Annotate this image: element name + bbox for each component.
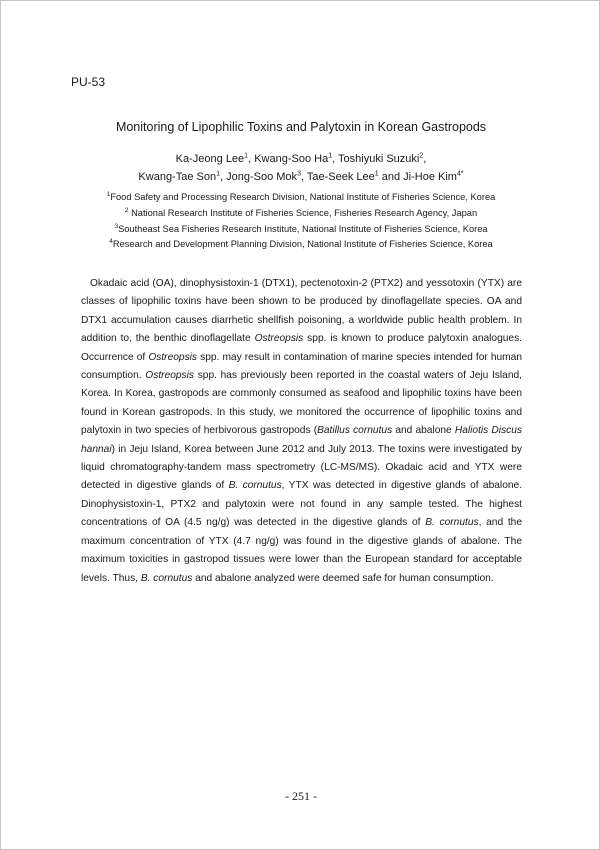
author-name: Toshiyuki Suzuki — [338, 153, 420, 165]
author-separator: , — [332, 153, 339, 165]
abstract-text: spp. is known to produce palytoxin analogues. Occurrence of — [81, 333, 523, 363]
author-affiliation-mark: 1 — [328, 152, 333, 160]
author-name: Tae-Seek Lee — [306, 170, 375, 183]
abstract-text: and abalone — [392, 425, 455, 437]
abstract-text: Okadaic acid (OA), dinophysistoxin-1 (DTX1), pectenotoxin-2 (PTX2) and yessotoxin (YTX) are classes of lipophilic toxins have been shown to be produced by dinoflagellate species. OA and DTX1 accumulation causes diarrhetic shellfish poisoning, a worldwide public health problem. In addition to, the benthic dinoflagellate — [81, 278, 522, 345]
species-name: Haliotis Discus hannai — [81, 425, 522, 455]
author-affiliation-mark: 3 — [297, 169, 301, 177]
abstract-text: ) in Jeju Island, Korea between June 2012 and July 2013. The toxins were investigated by liquid chromatography-tandem mass spectrometry (LC-MS/MS). Okadaic acid and YTX were detected in digestive glands of — [81, 443, 522, 492]
affiliation-text: Food Safety and Processing Research Division, National Institute of Fisheries Science, Korea — [110, 192, 496, 202]
author-separator: , — [248, 153, 255, 165]
author-affiliation-mark: 1 — [374, 169, 379, 177]
affiliation-item — [1, 206, 600, 222]
paper-title: Monitoring of Lipophilic Toxins and Palytoxin in Korean Gastropods — [115, 120, 487, 134]
affiliation-text: National Research Institute of Fisheries Science, Fisheries Research Agency, Japan — [128, 207, 478, 218]
author-separator: , — [220, 170, 227, 183]
author-separator: , — [423, 153, 427, 165]
author-affiliation-mark: 1 — [216, 169, 220, 177]
abstract-body — [81, 275, 522, 588]
author-name: Jong-Soo Mok — [226, 170, 298, 183]
species-name: B. cornutus — [140, 572, 193, 584]
abstract-text: , YTX was detected in digestive glands of abalone. Dinophysistoxin-1, PTX2 and palytoxin were not found in any sample tested. The highest concentrations of OA (4.5 ng/g) was detected in the digestive glands of — [81, 480, 523, 529]
abstract-text: and abalone analyzed were deemed safe for human consumption. — [192, 572, 494, 584]
affiliation-mark: 3 — [114, 222, 119, 230]
abstract-text: , and the maximum concentration of YTX (4.7 ng/g) was found in the digestive glands of abalone. The maximum toxicities in gastropod tissues were lower than the European standard for acceptable levels. Thus, — [81, 517, 522, 584]
affiliation-mark: 2 — [124, 206, 129, 214]
abstract-text: spp. may result in contamination of marine species intended for human consumption. — [81, 351, 523, 382]
author-name: Ji-Hoe Kim — [403, 170, 457, 183]
author-line-1 — [1, 151, 600, 169]
affiliation-text: Research and Development Planning Division, National Institute of Fisheries Science, Korea — [112, 239, 493, 250]
affiliation-item — [1, 237, 600, 253]
species-name: B. cornutus — [425, 517, 479, 529]
author-list — [1, 151, 600, 186]
affiliation-mark: 1 — [106, 190, 111, 198]
affiliation-list — [1, 190, 600, 253]
species-name: Ostreopsis — [145, 370, 194, 382]
species-name: Ostreopsis — [148, 351, 198, 363]
affiliation-mark: 4 — [109, 238, 113, 246]
author-name: Kwang-Tae Son — [138, 170, 217, 183]
author-name: Ka-Jeong Lee — [175, 153, 245, 165]
affiliation-item — [1, 222, 600, 238]
author-separator: and — [378, 170, 404, 183]
species-name: B. cornutus — [228, 480, 282, 492]
species-name: Batillus cornutus — [317, 425, 393, 437]
affiliation-text: Southeast Sea Fisheries Research Institute, National Institute of Fisheries Science, Korea — [118, 223, 488, 234]
author-affiliation-mark: 4* — [456, 169, 464, 177]
author-affiliation-mark: 1 — [244, 152, 249, 160]
abstract-text: spp. has previously been reported in the coastal waters of Jeju Island, Korea. In Korea, gastropods are commonly consumed as seafood and lipophilic toxins have been found in Korean gastropods. In this study, we monitored the occurrence of lipophilic toxins and palytoxin in two species of herbivorous gastropods ( — [81, 370, 522, 437]
author-affiliation-mark: 2 — [419, 152, 424, 160]
author-line-2 — [1, 169, 600, 187]
affiliation-item — [1, 190, 600, 206]
abstract-code: PU-53 — [71, 75, 106, 89]
author-separator: , — [300, 170, 307, 183]
species-name: Ostreopsis — [254, 333, 304, 345]
author-name: Kwang-Soo Ha — [254, 153, 329, 165]
page-number: - 251 - — [285, 789, 317, 803]
